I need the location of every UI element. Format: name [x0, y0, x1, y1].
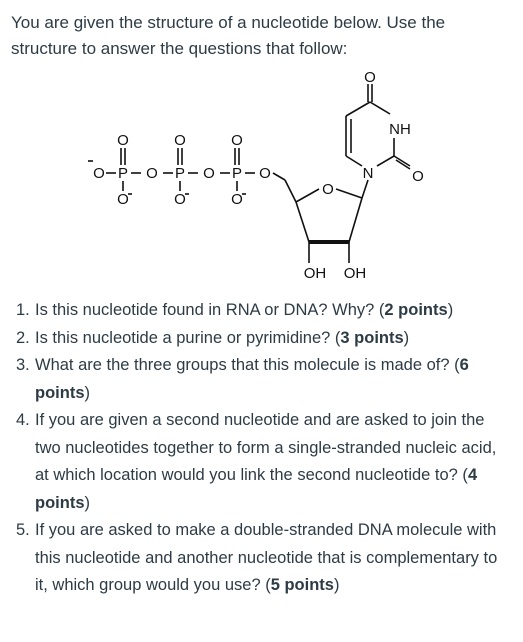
question-text: Is this nucleotide found in RNA or DNA? Why? (	[35, 301, 385, 319]
question-text: If you are asked to make a double-stranded DNA molecule with this nucleotide and another nucleotide that is complementary to it, which group would you use? (	[35, 521, 498, 594]
question-points: 2 points	[384, 301, 448, 319]
question-text: What are the three groups that this molecule is made of? (	[35, 356, 460, 374]
phosphorus-label: P	[174, 165, 186, 182]
carbonyl-oxygen-right-label: O	[412, 168, 424, 185]
nh-label: NH	[389, 121, 411, 138]
question-points: 4 points	[35, 466, 478, 512]
question-item	[16, 352, 511, 407]
phosphate-oxygen-label: O	[174, 132, 186, 149]
question-item	[16, 517, 511, 600]
nucleotide-structure-figure	[0, 70, 523, 285]
question-number: 4.	[16, 411, 30, 429]
phosphate-oxygen-label: O	[93, 165, 105, 182]
phosphate-oxygen-label: O	[203, 165, 215, 182]
phosphorus-label: P	[231, 165, 243, 182]
question-points: 5 points	[270, 576, 334, 594]
question-number: 2.	[16, 328, 30, 347]
phosphate-oxygen-label: O	[146, 165, 158, 182]
phosphate-oxygen-label: O	[117, 132, 129, 149]
question-close: )	[403, 328, 410, 347]
question-item	[16, 407, 511, 517]
question-close: )	[84, 493, 90, 512]
phosphate-oxygen-label: O	[231, 132, 243, 149]
intro-text: You are given the structure of a nucleotide below. Use the structure to answer the questions that follow:	[11, 13, 446, 58]
question-number: 3.	[16, 356, 30, 374]
carbonyl-oxygen-top-label: O	[364, 70, 376, 86]
ring-oxygen-label: O	[322, 181, 334, 198]
question-points: 3 points	[340, 328, 404, 347]
phosphate-atom-labels	[93, 132, 271, 208]
nucleotide-structure-diagram	[0, 70, 523, 285]
phosphate-oxygen-label: O	[259, 165, 271, 182]
phosphate-oxygen-label: O	[117, 191, 129, 208]
question-close: )	[84, 383, 90, 402]
question-text: Is this nucleotide a purine or pyrimidine? (	[35, 328, 341, 347]
question-list	[16, 297, 511, 600]
hydroxyl-3-label: OH	[343, 265, 367, 282]
question-item	[16, 297, 511, 325]
question-text: If you are given a second nucleotide and are asked to join the two nucleotides together to form a single-stranded nucleic acid, at which location would you link the second nucleotide to? (	[35, 411, 497, 484]
phosphate-oxygen-label: O	[174, 191, 186, 208]
hydroxyl-2-label: OH	[303, 265, 327, 282]
phosphate-oxygen-label: O	[231, 191, 243, 208]
phosphorus-label: P	[117, 165, 129, 182]
question-number: 5.	[16, 521, 30, 539]
question-number: 1.	[16, 301, 30, 319]
question-close: )	[447, 301, 454, 319]
n1-label: N	[362, 165, 374, 182]
question-close: )	[333, 576, 340, 594]
question-points: 6 points	[35, 356, 469, 402]
question-item	[16, 325, 511, 353]
